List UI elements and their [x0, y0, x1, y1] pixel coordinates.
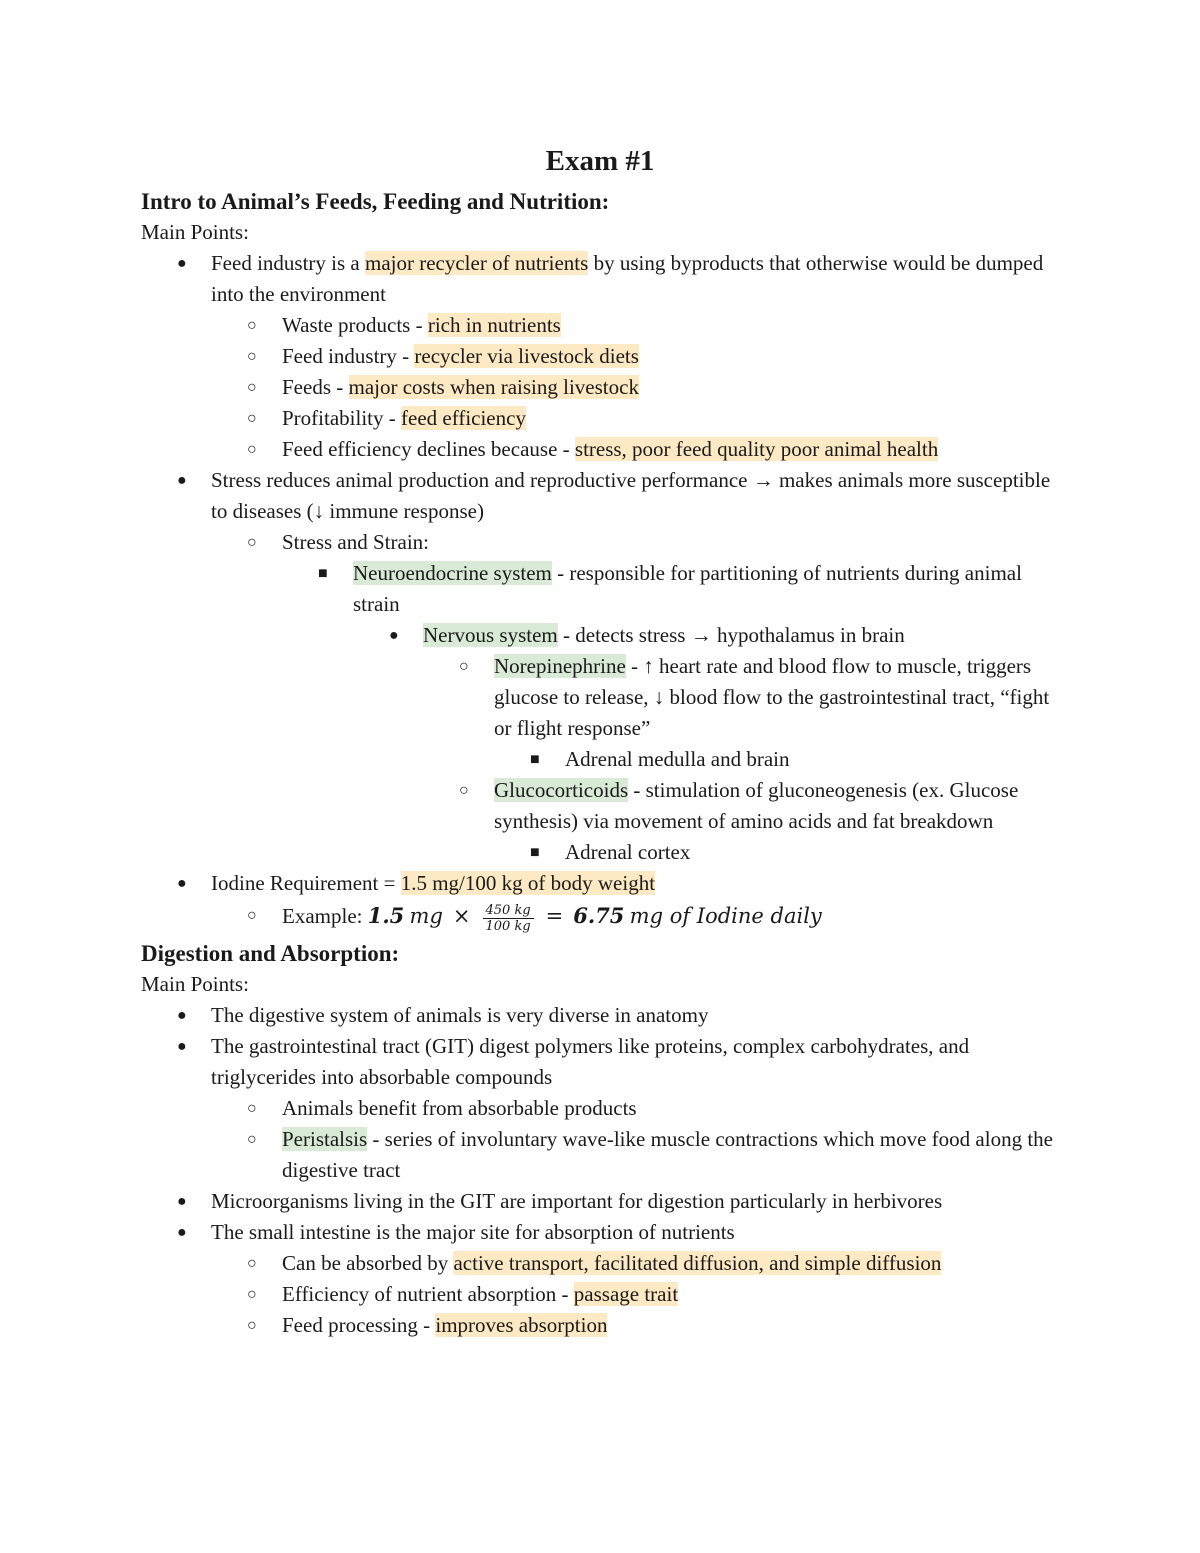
- list-item: ● The small intestine is the major site for absorption of nutrients: [141, 1217, 1071, 1248]
- document-content: [141, 186, 1071, 1341]
- highlight: Glucocorticoids: [494, 778, 629, 802]
- highlight: 1.5 mg/100 kg of body weight: [400, 871, 656, 895]
- highlight: Neuroendocrine system: [353, 561, 552, 585]
- list-item: ● Iodine Requirement = 1.5 mg/100 kg of body weight: [141, 868, 1071, 899]
- list-item: ○ Animals benefit from absorbable products: [141, 1093, 1071, 1124]
- list-item: ○ Glucocorticoids - stimulation of gluconeogenesis (ex. Glucose synthesis) via movement of amino acids and fat breakdown: [141, 775, 1071, 837]
- hollow-bullet-icon: ○: [459, 658, 469, 675]
- highlight: improves absorption: [435, 1312, 608, 1337]
- hollow-bullet-icon: ○: [247, 1285, 257, 1303]
- times-operator: ×: [452, 904, 471, 928]
- highlight: stress, poor feed quality poor animal health: [574, 437, 939, 461]
- filled-bullet-icon: ●: [177, 472, 187, 489]
- equation-lhs-unit: mg: [409, 904, 443, 928]
- highlight: major costs when raising livestock: [348, 375, 639, 399]
- square-bullet-icon: ■: [530, 751, 540, 768]
- list-item: ○ Feeds - major costs when raising livestock: [141, 372, 1071, 403]
- highlight: Norepinephrine: [494, 654, 626, 678]
- page-title: Exam #1: [545, 145, 655, 177]
- filled-bullet-icon: ●: [177, 1037, 187, 1055]
- equation-lhs: 1.5: [367, 903, 405, 928]
- fraction-denominator: 100 kg: [485, 918, 531, 934]
- highlight: Peristalsis: [282, 1126, 368, 1151]
- filled-bullet-icon: ●: [177, 1192, 187, 1210]
- filled-bullet-icon: ●: [177, 1006, 187, 1024]
- hollow-bullet-icon: ○: [459, 782, 469, 799]
- list-item: ○ Feed industry - recycler via livestock diets: [141, 341, 1071, 372]
- hollow-bullet-icon: ○: [247, 410, 257, 427]
- hollow-bullet-icon: ○: [247, 317, 257, 334]
- list-item: ● Feed industry is a major recycler of nutrients by using byproducts that otherwise would be dumped into the environment: [141, 248, 1071, 310]
- list-item-equation: ○ Example: 1.5 mg × $\frac{450 kg}{100 kg}$ = 6.75 mg of Iodine daily: [141, 899, 1071, 934]
- highlight: major recycler of nutrients: [364, 251, 589, 275]
- equation-fraction: [483, 903, 534, 934]
- list-item: ● The digestive system of animals is very diverse in anatomy: [141, 1000, 1071, 1031]
- list-item: ○ Waste products - rich in nutrients: [141, 310, 1071, 341]
- highlight: rich in nutrients: [427, 313, 561, 337]
- square-bullet-icon: ■: [530, 844, 540, 861]
- list-item: ○ Peristalsis - series of involuntary wave-like muscle contractions which move food along the digestive tract: [141, 1124, 1071, 1186]
- hollow-bullet-icon: ○: [247, 1316, 257, 1334]
- hollow-bullet-icon: ○: [247, 907, 257, 924]
- list-item: ○ Stress and Strain:: [141, 527, 1071, 558]
- filled-bullet-icon: ●: [177, 875, 187, 892]
- hollow-bullet-icon: ○: [247, 348, 257, 365]
- equals-operator: =: [545, 904, 564, 928]
- highlight: recycler via livestock diets: [414, 344, 639, 368]
- equation-rhs-unit: mg of Iodine daily: [629, 904, 822, 928]
- list-item: ● Nervous system - detects stress → hypothalamus in brain: [141, 620, 1071, 651]
- list-item: ○ Feed processing - improves absorption: [141, 1310, 1071, 1341]
- section-heading-digestion: Digestion and Absorption:: [141, 940, 400, 966]
- highlight: feed efficiency: [401, 406, 526, 430]
- equation-rhs: 6.75: [573, 903, 625, 928]
- list-item: ○ Profitability - feed efficiency: [141, 403, 1071, 434]
- highlight: passage trait: [573, 1281, 679, 1306]
- square-bullet-icon: ■: [318, 565, 328, 582]
- filled-bullet-icon: ●: [177, 255, 187, 272]
- list-item: ○ Feed efficiency declines because - stress, poor feed quality poor animal health: [141, 434, 1071, 465]
- highlight: active transport, facilitated diffusion, and simple diffusion: [453, 1250, 942, 1275]
- list-item: ○ Can be absorbed by active transport, facilitated diffusion, and simple diffusion: [141, 1248, 1071, 1279]
- list-item: ■ Adrenal cortex: [141, 837, 1071, 868]
- fraction-numerator: 450 kg: [483, 903, 534, 919]
- main-points-label: Main Points:: [141, 971, 249, 996]
- hollow-bullet-icon: ○: [247, 441, 257, 458]
- list-item: ○ Efficiency of nutrient absorption - passage trait: [141, 1279, 1071, 1310]
- filled-bullet-icon: ●: [177, 1223, 187, 1241]
- list-item: ○ Norepinephrine - ↑ heart rate and blood flow to muscle, triggers glucose to release, ↓ blood flow to the gastrointestinal tract, “fight or flight response”: [141, 651, 1071, 744]
- section-heading-intro: Intro to Animal’s Feeds, Feeding and Nutrition:: [141, 189, 610, 214]
- hollow-bullet-icon: ○: [247, 379, 257, 396]
- hollow-bullet-icon: ○: [247, 1254, 257, 1272]
- hollow-bullet-icon: ○: [247, 534, 257, 551]
- list-item: ● Microorganisms living in the GIT are important for digestion particularly in herbivores: [141, 1186, 1071, 1217]
- list-item: ■ Adrenal medulla and brain: [141, 744, 1071, 775]
- intro-list: [141, 248, 1071, 934]
- hollow-bullet-icon: ○: [247, 1130, 257, 1148]
- hollow-bullet-icon: ○: [247, 1099, 257, 1117]
- filled-bullet-icon: ●: [389, 627, 399, 644]
- list-item: ■ Neuroendocrine system - responsible for partitioning of nutrients during animal strain: [141, 558, 1071, 620]
- highlight: Nervous system: [423, 623, 558, 647]
- list-item: ● The gastrointestinal tract (GIT) digest polymers like proteins, complex carbohydrates, and triglycerides into absorbable compounds: [141, 1031, 1071, 1093]
- list-item: ● Stress reduces animal production and reproductive performance → makes animals more susceptible to diseases (↓ immune response): [141, 465, 1071, 527]
- main-points-label: Main Points:: [141, 220, 249, 244]
- digestion-list: [141, 1000, 1071, 1341]
